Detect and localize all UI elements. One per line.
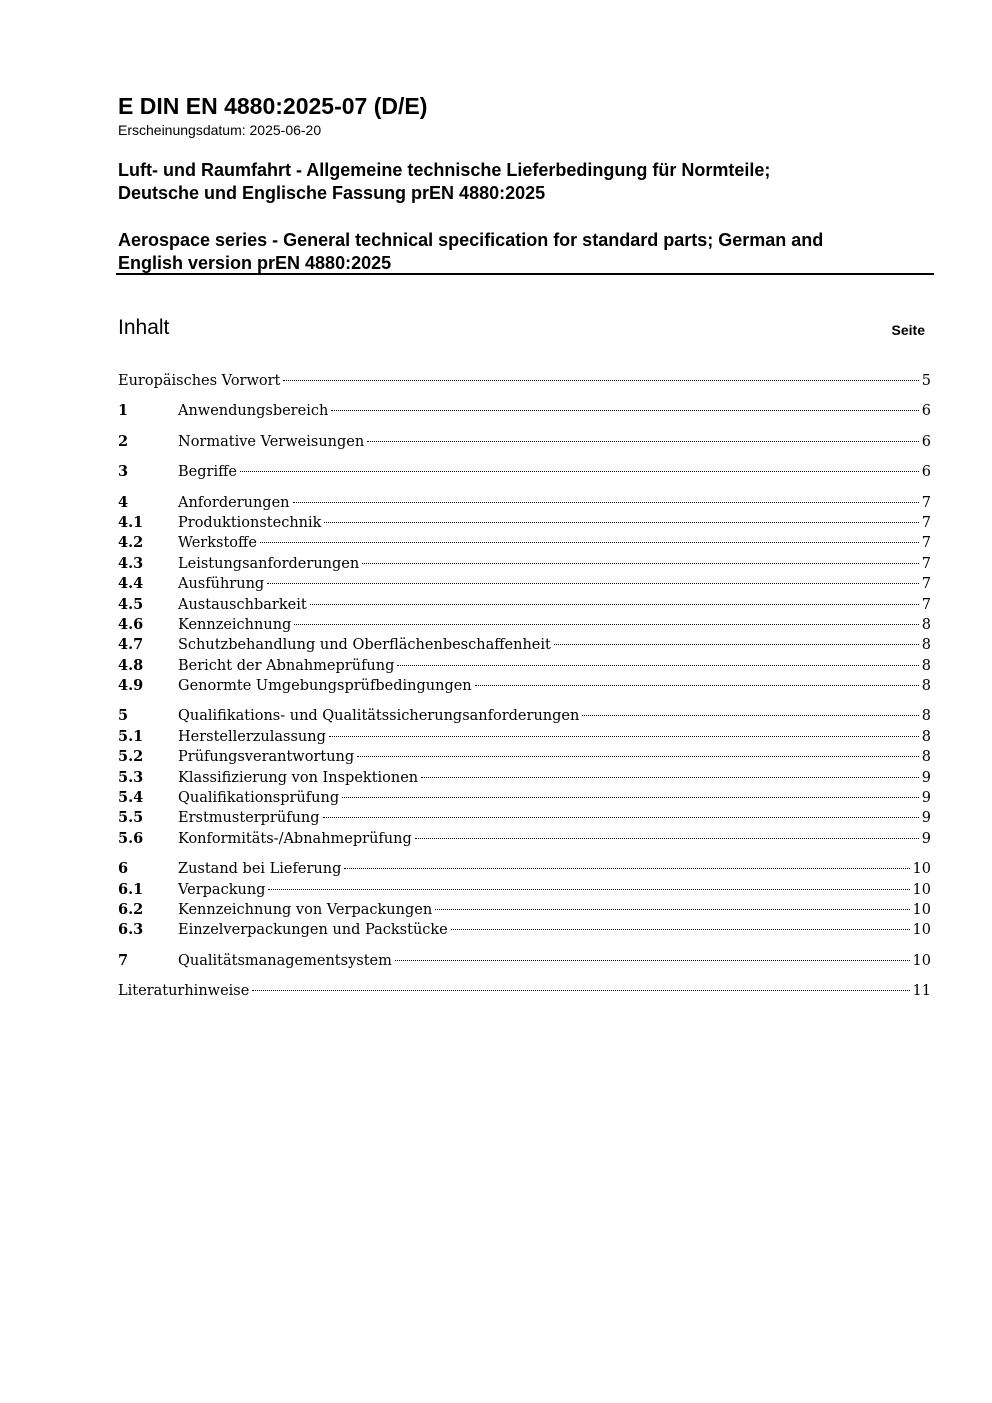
toc-entry-title: Erstmusterprüfung [178,810,320,827]
toc-entry-number: 5.6 [118,829,144,847]
toc-entry-title: Europäisches Vorwort [118,373,281,389]
title-english-line-2: English version prEN 4880:2025 [118,253,392,273]
toc-entry[interactable] [118,747,931,767]
toc-entry[interactable] [118,533,931,553]
toc-dot-leader [329,736,919,737]
toc-entry-page: 11 [912,983,931,1000]
toc-entry-number: 4.1 [118,513,144,531]
toc-entry-number: 5.1 [118,727,144,745]
toc-entry-page: 8 [921,616,931,633]
toc-entry-title: Konformitäts-/Abnahmeprüfung [178,830,412,847]
toc-entry-number: 4.7 [118,636,144,654]
toc-dot-leader [294,624,918,625]
title-english [118,229,934,275]
toc-entry-title: Produktionstechnik [178,514,322,531]
toc-entry-title: Anwendungsbereich [178,403,329,420]
toc-entry-page: 5 [921,373,931,389]
toc-entry-title: Einzelverpackungen und Packstücke [178,922,448,939]
toc-entry-number: 4 [118,493,129,511]
toc-entry-title: Bericht der Abnahmeprüfung [178,657,395,674]
toc-entry-number: 7 [118,951,129,969]
toc-entry-title: Kennzeichnung von Verpackungen [178,901,433,918]
title-german [118,159,934,205]
toc-entry-number: 5 [118,707,129,725]
toc-entry-number: 1 [118,402,129,420]
toc-entry-page: 8 [921,637,931,654]
toc-dot-leader [310,604,919,605]
toc-entry-number: 5.4 [118,789,144,807]
toc-dot-leader [395,960,910,961]
toc-entry-page: 9 [921,830,931,847]
toc-entry-number: 6.2 [118,900,144,918]
toc-entry-number: 2 [118,432,129,450]
toc-entry[interactable] [118,829,931,849]
toc-entry[interactable] [118,432,931,452]
toc-entry-number: 4.9 [118,677,144,695]
toc-dot-leader [324,522,918,523]
toc-entry[interactable] [118,727,931,747]
toc-entry-page: 8 [921,728,931,745]
toc-page-column-label: Seite [891,322,925,338]
toc-dot-leader [252,990,909,991]
toc-entry-page: 7 [921,514,931,531]
toc-entry-title: Qualifikationsprüfung [178,790,340,807]
toc-entry-title: Klassifizierung von Inspektionen [178,769,419,786]
toc-entry-title: Austauschbarkeit [178,596,307,613]
toc-entry-title: Begriffe [178,464,237,481]
header-divider [116,273,934,275]
toc-entry-title: Prüfungsverantwortung [178,749,355,766]
toc-entry-page: 8 [921,708,931,725]
toc-entry[interactable] [118,880,931,900]
publication-date: Erscheinungsdatum: 2025-06-20 [118,122,322,138]
toc-entry-page: 7 [921,555,931,572]
toc-heading: Inhalt [118,316,170,339]
toc-dot-leader [367,441,919,442]
toc-entry[interactable] [118,900,931,920]
table-of-contents [118,371,931,1002]
toc-dot-leader [435,909,909,910]
toc-entry-title: Genormte Umgebungsprüfbedingungen [178,678,472,695]
toc-entry-title: Werkstoffe [178,535,257,552]
toc-entry[interactable] [118,706,931,726]
toc-dot-leader [283,380,918,381]
toc-entry[interactable] [118,859,931,879]
toc-dot-leader [582,715,918,716]
toc-entry-number: 6 [118,860,129,878]
toc-entry-title: Leistungsanforderungen [178,555,360,572]
toc-dot-leader [421,777,919,778]
toc-dot-leader [554,644,919,645]
toc-entry-title: Ausführung [178,576,265,593]
toc-entry-number: 4.3 [118,554,144,572]
title-german-line-2: Deutsche und Englische Fassung prEN 4880:2025 [118,183,546,203]
toc-entry-number: 6.3 [118,921,144,939]
toc-entry-page: 7 [921,494,931,511]
toc-entry-page: 7 [921,535,931,552]
toc-entry-number: 4.2 [118,534,144,552]
toc-entry[interactable] [118,768,931,788]
toc-entry[interactable] [118,595,931,615]
toc-entry-page: 9 [921,810,931,827]
toc-entry-title: Literaturhinweise [118,983,250,1000]
toc-dot-leader [293,502,919,503]
toc-entry-page: 9 [921,790,931,807]
toc-entry-page: 10 [912,952,931,969]
toc-entry-number: 4.5 [118,595,144,613]
toc-entry[interactable] [118,788,931,808]
toc-entry-page: 8 [921,749,931,766]
toc-entry-title: Kennzeichnung [178,616,292,633]
title-german-line-1: Luft- und Raumfahrt - Allgemeine technische Lieferbedingung für Normteile; [118,160,771,180]
toc-dot-leader [268,889,909,890]
toc-dot-leader [342,797,919,798]
toc-entry[interactable] [118,676,931,696]
toc-entry[interactable] [118,615,931,635]
toc-entry-title: Qualitätsmanagementsystem [178,952,392,969]
toc-dot-leader [240,471,919,472]
toc-entry-number: 3 [118,463,129,481]
toc-dot-leader [451,929,910,930]
toc-dot-leader [415,838,919,839]
toc-dot-leader [344,868,909,869]
toc-entry-page: 6 [921,403,931,420]
toc-entry[interactable] [118,981,931,1001]
toc-entry-number: 5.3 [118,768,144,786]
toc-entry-page: 10 [912,922,931,939]
toc-entry[interactable] [118,574,931,594]
toc-entry-title: Zustand bei Lieferung [178,861,342,878]
toc-entry-page: 10 [912,861,931,878]
toc-entry-number: 4.4 [118,575,144,593]
toc-entry-page: 7 [921,596,931,613]
toc-entry[interactable] [118,462,931,482]
toc-entry-page: 10 [912,901,931,918]
toc-dot-leader [475,685,919,686]
toc-entry-page: 8 [921,657,931,674]
toc-dot-leader [362,563,919,564]
toc-dot-leader [260,542,919,543]
toc-entry[interactable] [118,920,931,940]
toc-dot-leader [323,817,919,818]
toc-entry[interactable] [118,635,931,655]
document-number: E DIN EN 4880:2025-07 (D/E) [118,93,428,119]
toc-entry-title: Anforderungen [178,494,290,511]
toc-entry-page: 6 [921,433,931,450]
toc-entry-number: 4.6 [118,615,144,633]
toc-entry-page: 7 [921,576,931,593]
toc-dot-leader [397,665,918,666]
toc-entry[interactable] [118,493,931,513]
toc-entry-title: Verpackung [178,881,266,898]
toc-entry-page: 8 [921,678,931,695]
toc-entry-title: Herstellerzulassung [178,728,326,745]
toc-dot-leader [267,583,919,584]
toc-entry-title: Normative Verweisungen [178,433,365,450]
toc-entry[interactable] [118,371,931,391]
toc-entry-number: 5.5 [118,809,144,827]
toc-dot-leader [357,756,919,757]
toc-entry-page: 6 [921,464,931,481]
toc-entry[interactable] [118,808,931,828]
toc-entry[interactable] [118,656,931,676]
toc-entry[interactable] [118,554,931,574]
toc-entry-page: 10 [912,881,931,898]
toc-entry[interactable] [118,951,931,971]
toc-entry-title: Qualifikations- und Qualitätssicherungsanforderungen [178,708,580,725]
toc-dot-leader [331,410,918,411]
toc-entry[interactable] [118,513,931,533]
toc-entry-number: 6.1 [118,880,144,898]
toc-entry-number: 5.2 [118,748,144,766]
toc-entry-title: Schutzbehandlung und Oberflächenbeschaffenheit [178,637,551,654]
title-english-line-1: Aerospace series - General technical specification for standard parts; German and [118,230,824,250]
toc-entry-page: 9 [921,769,931,786]
toc-entry-number: 4.8 [118,656,144,674]
toc-entry[interactable] [118,401,931,421]
